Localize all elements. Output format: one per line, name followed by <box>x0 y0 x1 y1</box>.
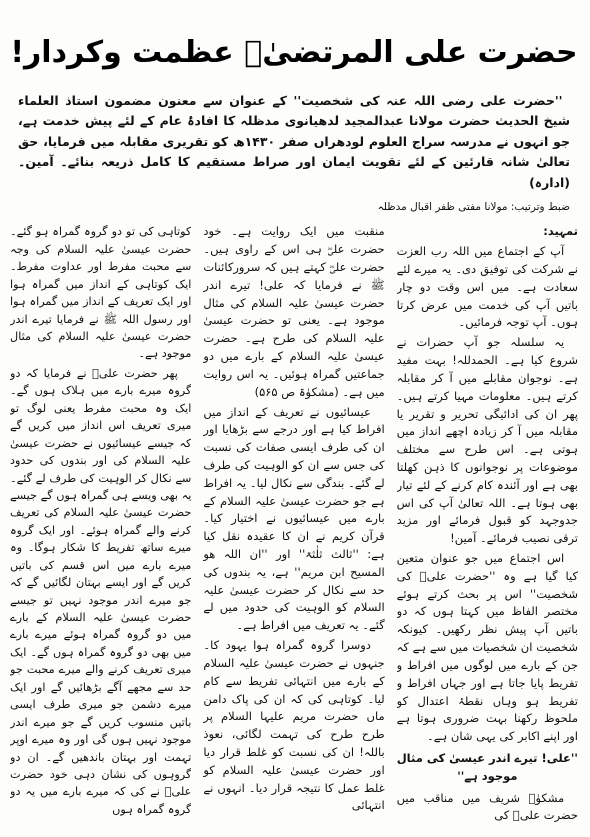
article-credit: ضبط وترتیب: مولانا مفتی ظفر اقبال مدظلہ <box>377 200 570 213</box>
column-middle <box>203 223 384 829</box>
paragraph: مشکوٰۃ شریف میں مناقب میں حضرت علیؓ کی <box>396 790 578 823</box>
paragraph: یہ سلسلہ جو آپ حضرات نے شروع کیا ہے۔ الحمدللہ! بہت مفید ہے۔ نوجوان مقابلے میں آ کر مقابلہ کرتے ہیں۔ معلومات مہیا کرتے ہیں۔ پھر ان کی ادائیگی تحریر و تقریر یا مقابلہ میں آ کر زیادہ اچھے انداز میں ہوتی ہے۔ اس طرح سے مختلف موضوعات پر نوجوانوں کا ذہن کھلتا بھی ہے اور آئندہ کام کرنے کے لئے تیار بھی ہوتا ہے۔ اللہ تعالیٰ آپ کی اس جدوجہد کو قبول فرمائے اور مزید ترقی نصیب فرمائے۔ آمین! <box>396 335 578 546</box>
paragraph: کوتاہی کی تو دو گروہ گمراہ ہو گئے۔ حضرت عیسیٰ علیہ السلام کی وجہ سے محبت مفرط اور عداوت مفرط۔ ایک کوتاہی کے انداز میں گمراہ ہوا اور ایک تعریف کے انداز میں گمراہ ہوا اور رسول اللہ ﷺ نے فرمایا تیرے اندر حضرت عیسیٰ علیہ السلام کی مثال موجود ہے۔ <box>10 225 192 361</box>
column-right <box>397 223 578 829</box>
column-left <box>10 223 191 829</box>
paragraph: عیسائیوں نے تعریف کے انداز میں افراط کیا ہے اور درجے سے بڑھایا اور ان کی طرف ایسی صفات کی نسبت کی جس سے ان کو الوہیت کی طرف لے گئے۔ بندگی سے نکال لیا۔ یہ افراط ہے جو حضرت عیسیٰ علیہ السلام کے بارے میں عیسائیوں نے اختیار کیا۔ قرآن کریم نے ان کا عقیدہ نقل کیا ہے: ''ثالث ثلٰثۃ'' اور ''ان اللہ ھو المسیح ابن مریم'' ہے، یہ بندوں کی حد سے نکال کر حضرت عیسیٰ علیہ السلام کو الوہیت کی حدود میں لے گئے۔ یہ تعریف میں افراط ہے۔ <box>203 404 385 633</box>
article-intro: ''حضرت علی رضی اللہ عنہ کی شخصیت'' کے عنوان سے معنون مضمون استاذ العلماء شیخ الحدیث حضرت مولانا عبدالمجید لدھیانوی مدظلہ کا افادۂ عام کے لئے پیش خدمت ہے، جو انہوں نے مدرسہ سراج العلوم لودھراں صفر ۱۴۳۰ھ کو تقریری مقابلہ میں فرمایا، حق تعالیٰ شانہ قارئین کے لئے تقویت ایمان اور صراط مستقیم کا کامل ذریعہ بنائے۔ آمین۔ (ادارہ) <box>18 92 570 190</box>
paragraph: پھر حضرت علیؓ نے فرمایا کہ دو گروہ میرے بارے میں ہلاک ہوں گے۔ ایک وہ محبت مفرط یعنی لوگ تو میری تعریف اس انداز میں کریں گے کہ جیسے عیسائیوں نے حضرت عیسیٰ علیہ السلام کی اور بندوں کی حدود سے نکال کر الوہیت کی طرف لے گئے۔ یہ بھی ویسے ہی گمراہ ہوں گے جیسے حضرت عیسیٰ علیہ السلام کی تعریف کرنے والے گمراہ ہوئے۔ اور ایک گروہ میرے ساتھ تفریط کا شکار ہوگا۔ وہ میرے بارے میں اس قسم کی باتیں کریں گے اور ایسے بہتان لگائیں گے کہ جو میرے اندر موجود نہیں تو جیسے حضرت عیسیٰ علیہ السلام کے بارے میں دو گروہ گمراہ ہوئے میرے بارے میں بھی دو گروہ گمراہ ہوں گے۔ ایک میری تعریف کرنے والے میرے محبت جو حد سے مجھے آگے بڑھائیں گے اور ایک میرے دشمن جو میری طرف ایسی باتیں منسوب کریں گے جو میرے اندر موجود نہیں ہوں گی اور وہ میرے اوپر تہمت اور بہتان باندھیں گے۔ ان دو گروہوں کی نشان دہی خود حضرت علیؓ نے کی کہ میرے بارے میں یہ دو گروہ گمراہ ہوں <box>10 366 192 816</box>
paragraph: اس اجتماع میں جو عنوان متعین کیا گیا ہے وہ ''حضرت علیؓ کی شخصیت'' اس پر بحث کرتے ہوئے مختصر الفاظ میں کہتا ہوں کہ دو باتیں آپ پیش نظر رکھیں۔ کیونکہ شخصیت ان شخصیات میں سے ہے کہ جن کے بارے میں لوگوں میں افراط و تفریط پایا جاتا ہے اور جہاں افراط و تفریط ہو وہاں نقطۂ اعتدال کو ملحوظ رکھنا بہت ضروری ہوتا ہے اور اپنے اکابر کی یہی شان ہے۔ <box>396 551 578 744</box>
section-heading: تمہید: <box>543 224 578 239</box>
section-subheading: ''علی! تیرے اندر عیسیٰ کی مثال موجود ہے'' <box>396 750 578 783</box>
article-columns <box>10 223 578 829</box>
paragraph: دوسرا گروہ گمراہ ہوا یہود کا۔ جنہوں نے حضرت عیسیٰ علیہ السلام کے بارے میں انتہائی تفریط سے کام لیا۔ کوتاہی کی کہ ان کی پاک دامن ماں حضرت مریم علیہا السلام پر طرح طرح کی تہمت لگائی، نعوذ باللہ! ان کی نسبت کو غلط قرار دیا اور حضرت عیسیٰ علیہ السلام کو غلط عمل کا نتیجہ قرار دیا۔ انہوں نے انتہائی <box>203 638 385 813</box>
article-title: حضرت علی المرتضیٰؓ عظمت وکردار! <box>10 35 578 70</box>
paragraph: منقبت میں ایک روایت ہے۔ خود حضرت علیؓ ہی اس کے راوی ہیں۔ حضرت علیؓ کہتے ہیں کہ سرورکائنات ﷺ نے فرمایا کہ علی! تیرے اندر حضرت عیسیٰ علیہ السلام کی مثال موجود ہے۔ یعنی تو حضرت عیسیٰ علیہ السلام کی طرح ہے۔ حضرت عیسیٰ علیہ السلام کے بارے میں دو جماعتیں گمراہ ہوئیں۔ یہ اس روایت میں ہے۔ (مشکوٰۃ ص ۵۶۵) <box>203 224 385 399</box>
paragraph: آپ کے اجتماع میں اللہ رب العزت نے شرکت کی توفیق دی۔ یہ میرے لئے سعادت ہے۔ میں اس وقت دو چار باتیں آپ کی خدمت میں عرض کرتا ہوں۔ آپ توجہ فرمائیں۔ <box>396 244 578 330</box>
